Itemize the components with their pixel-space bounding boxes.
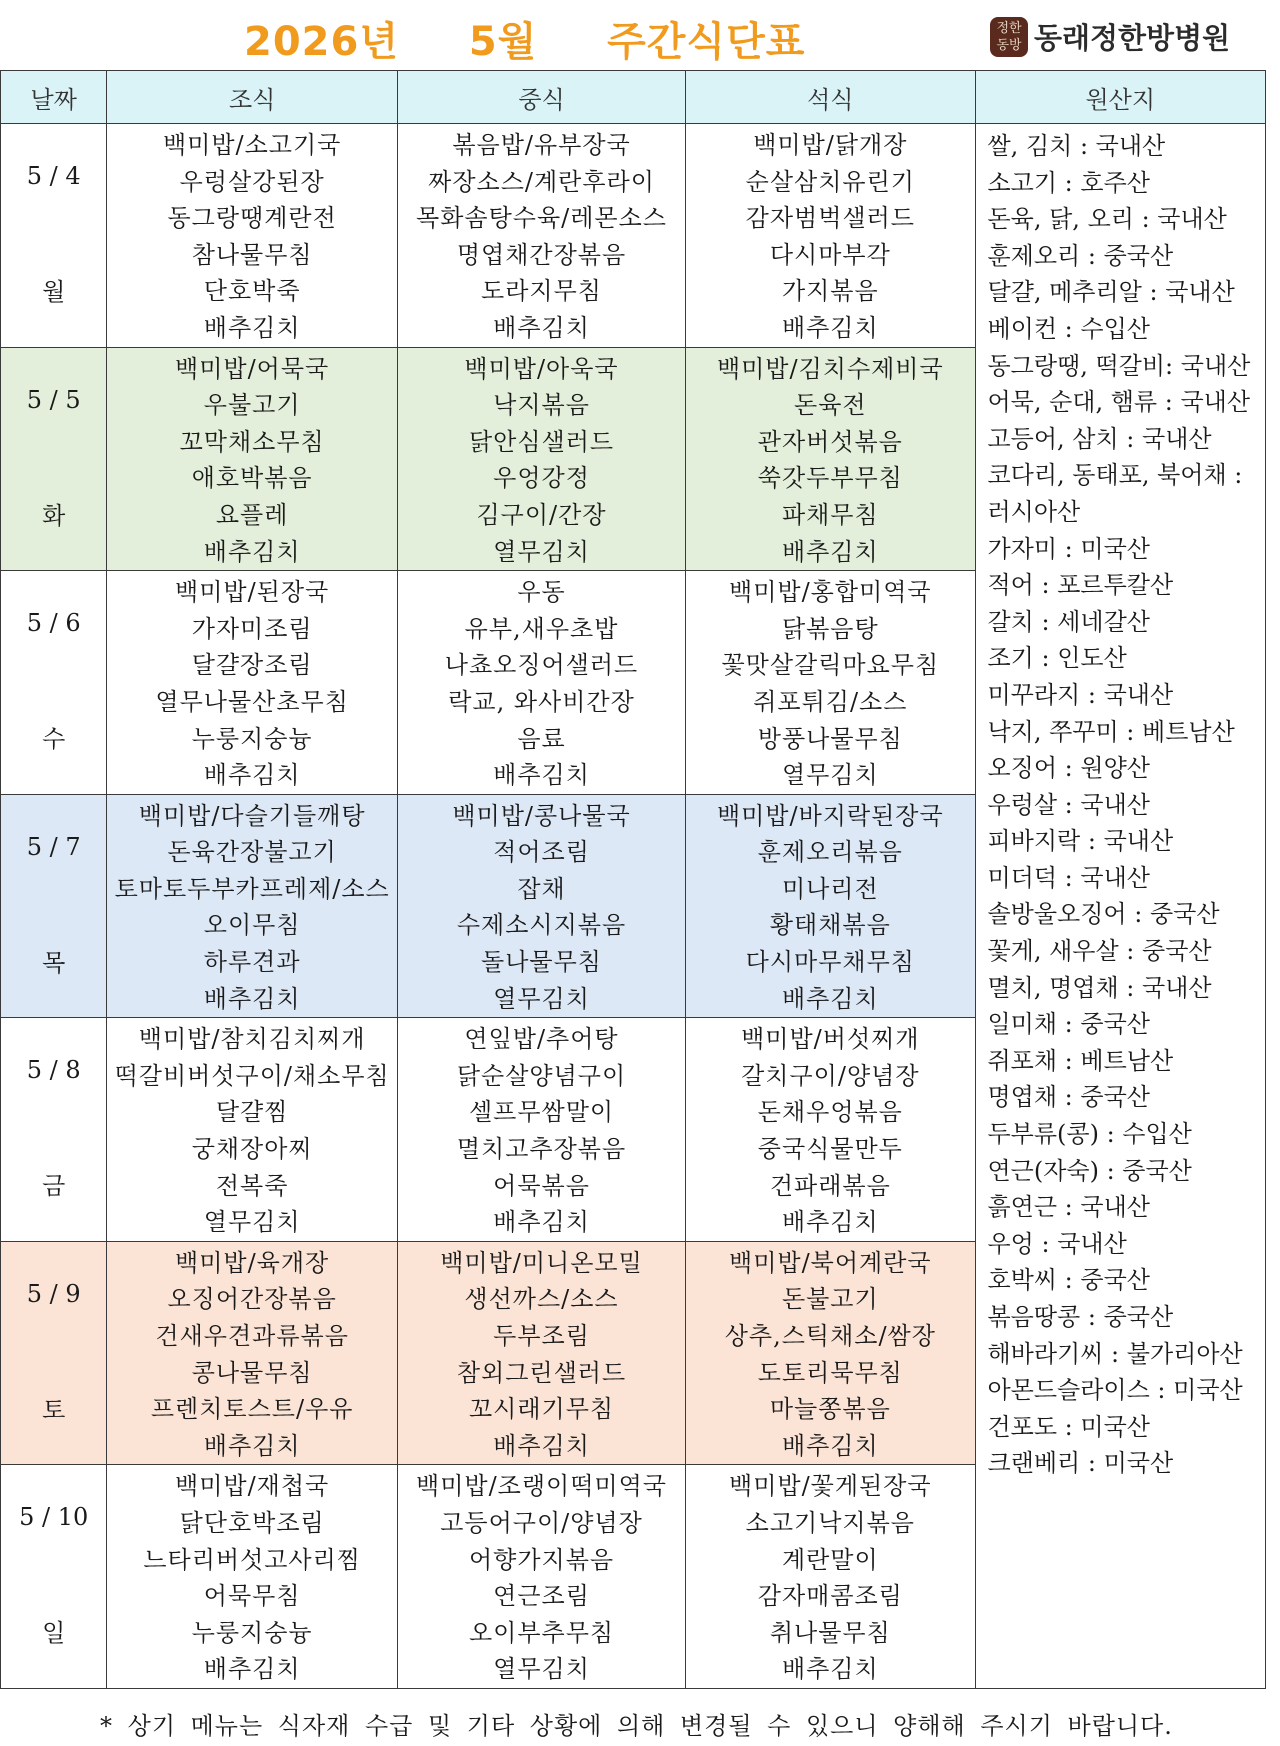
weekday-label: 화 <box>42 501 66 530</box>
origin-item: 갈치 : 세네갈산 <box>987 607 1150 636</box>
menu-item: 순살삼치유린기 <box>745 167 915 196</box>
menu-item: 배추김치 <box>781 1655 879 1684</box>
menu-item: 셀프무쌈말이 <box>468 1098 615 1127</box>
day-cell <box>1 124 107 348</box>
origin-item: 훈제오리 : 중국산 <box>987 241 1174 270</box>
menu-item: 어향가지볶음 <box>468 1545 615 1574</box>
menu-item: 열무김치 <box>493 1655 590 1684</box>
menu-item: 애호박볶음 <box>191 464 313 493</box>
origin-item: 미꾸라지 : 국내산 <box>987 680 1174 709</box>
menu-item: 김구이/간장 <box>476 500 607 529</box>
menu-item: 백미밥/어묵국 <box>175 354 330 383</box>
menu-item: 우렁살강된장 <box>179 167 325 196</box>
day-cell <box>1 794 107 1018</box>
dinner-cell <box>686 794 975 1018</box>
menu-item: 멸치고추장볶음 <box>456 1135 627 1164</box>
dinner-cell <box>686 571 975 795</box>
menu-item: 백미밥/버섯찌개 <box>741 1025 920 1054</box>
menu-item: 열무김치 <box>493 537 590 566</box>
menu-item: 마늘쫑볶음 <box>769 1395 891 1424</box>
origin-item: 가자미 : 미국산 <box>987 534 1150 563</box>
menu-item: 낙지볶음 <box>493 391 590 420</box>
menu-item: 콩나물무침 <box>191 1358 313 1387</box>
menu-item: 백미밥/참치김치찌개 <box>138 1025 366 1054</box>
menu-item: 소고기낙지볶음 <box>745 1508 915 1537</box>
menu-item: 우불고기 <box>203 391 301 420</box>
menu-item: 목화솜탕수육/레몬소스 <box>416 204 667 233</box>
logo-seal-line-2: 동방 <box>996 37 1022 53</box>
menu-item: 백미밥/바지락된장국 <box>716 801 944 830</box>
origin-item: 해바라기씨 : 불가리아산 <box>987 1339 1243 1368</box>
menu-item: 배추김치 <box>781 537 879 566</box>
menu-item: 배추김치 <box>493 313 590 342</box>
menu-item: 오이무침 <box>203 911 301 940</box>
menu-item: 백미밥/조랭이떡미역국 <box>416 1472 667 1501</box>
menu-item: 느타리버섯고사리찜 <box>143 1545 361 1574</box>
menu-item: 쑥갓두부무침 <box>757 464 903 493</box>
page-title: 2026년 5월 주간식단표 <box>244 19 806 65</box>
menu-item: 열무나물산초무침 <box>155 687 349 716</box>
menu-item: 꽃맛살갈릭마요무침 <box>721 651 940 680</box>
origin-item: 소고기 : 호주산 <box>987 168 1150 197</box>
menu-item: 가지볶음 <box>781 277 879 306</box>
origin-item: 솔방울오징어 : 중국산 <box>987 900 1220 929</box>
header-breakfast: 조식 <box>107 71 397 124</box>
menu-item: 음료 <box>517 724 566 753</box>
menu-item: 백미밥/된장국 <box>175 578 330 607</box>
menu-item: 갈치구이/양념장 <box>741 1061 920 1090</box>
day-cell <box>1 1465 107 1689</box>
origin-item: 두부류(콩) : 수입산 <box>987 1120 1192 1149</box>
origin-item: 코다리, 동태포, 북어채 : <box>987 461 1243 490</box>
menu-item: 감자범벅샐러드 <box>745 204 915 233</box>
origin-item: 낙지, 쭈꾸미 : 베트남산 <box>987 717 1235 746</box>
origin-item: 우엉 : 국내산 <box>987 1229 1127 1258</box>
origin-item: 미더덕 : 국내산 <box>987 863 1150 892</box>
menu-item: 열무김치 <box>203 1208 301 1237</box>
menu-item: 어묵무침 <box>203 1582 301 1611</box>
logo-seal-line-1: 정한 <box>996 20 1022 36</box>
date-label: 5 / 7 <box>26 832 81 861</box>
weekday-label: 수 <box>42 725 66 754</box>
menu-item: 오징어간장볶음 <box>167 1285 337 1314</box>
menu-item: 백미밥/김치수제비국 <box>716 354 944 383</box>
dinner-cell <box>686 124 975 348</box>
origin-item: 호박씨 : 중국산 <box>987 1266 1150 1295</box>
menu-item: 중국식물만두 <box>757 1135 903 1164</box>
menu-item: 유부,새우초밥 <box>464 614 619 643</box>
day-cell <box>1 1241 107 1465</box>
menu-item: 나쵸오징어샐러드 <box>444 651 639 680</box>
lunch-cell <box>397 124 685 348</box>
header-date: 날짜 <box>1 71 107 124</box>
menu-item: 연잎밥/추어탕 <box>464 1025 619 1054</box>
weekly-menu-table <box>0 70 1266 1689</box>
menu-item: 참나물무침 <box>191 240 313 269</box>
lunch-cell <box>397 1465 685 1689</box>
menu-item: 배추김치 <box>781 1431 879 1460</box>
hospital-logo-seal <box>990 17 1028 57</box>
origin-item: 아몬드슬라이스 : 미국산 <box>987 1376 1243 1405</box>
origin-item: 일미채 : 중국산 <box>987 1010 1150 1039</box>
menu-item: 단호박죽 <box>203 277 301 306</box>
menu-item: 떡갈비버섯구이/채소무침 <box>114 1061 390 1090</box>
menu-item: 토마토두부카프레제/소스 <box>114 874 390 903</box>
menu-item: 백미밥/닭개장 <box>753 131 908 159</box>
origin-item: 쥐포채 : 베트남산 <box>987 1046 1174 1075</box>
origin-item: 연근(자숙) : 중국산 <box>987 1156 1192 1185</box>
breakfast-cell <box>107 1465 397 1689</box>
menu-item: 궁채장아찌 <box>191 1135 313 1164</box>
origin-item: 베이컨 : 수입산 <box>987 314 1150 343</box>
menu-item: 달걀장조림 <box>191 651 313 680</box>
menu-item: 돈채우엉볶음 <box>757 1098 903 1127</box>
origin-item: 꽃게, 새우살 : 중국산 <box>987 937 1212 966</box>
menu-item: 닭볶음탕 <box>781 614 879 643</box>
menu-item: 배추김치 <box>203 761 301 790</box>
menu-item: 돈불고기 <box>781 1285 879 1314</box>
menu-item: 돈육간장불고기 <box>167 838 337 867</box>
weekday-label: 토 <box>42 1395 66 1424</box>
dinner-cell <box>686 1018 975 1242</box>
hospital-name: 동래정한방병원 <box>1034 21 1231 55</box>
menu-item: 도라지무침 <box>481 277 602 306</box>
footer-note: * 상기 메뉴는 식자재 수급 및 기타 상황에 의해 변경될 수 있으니 양해해 주시기 바랍니다. <box>100 1712 1173 1740</box>
menu-item: 백미밥/재첩국 <box>175 1472 330 1501</box>
header-lunch: 중식 <box>397 71 685 124</box>
breakfast-cell <box>107 1241 397 1465</box>
menu-item: 백미밥/미니온모밀 <box>440 1248 643 1277</box>
menu-item: 짜장소스/계란후라이 <box>428 167 655 196</box>
menu-item: 계란말이 <box>781 1545 879 1574</box>
menu-item: 우엉강정 <box>493 464 590 493</box>
origin-item: 볶음땅콩 : 중국산 <box>987 1303 1174 1331</box>
date-label: 5 / 6 <box>26 609 81 638</box>
origin-cell <box>975 124 1266 1689</box>
menu-item: 배추김치 <box>781 313 879 342</box>
day-cell <box>1 571 107 795</box>
menu-item: 도토리묵무침 <box>757 1358 903 1387</box>
origin-item: 조기 : 인도산 <box>987 644 1127 673</box>
menu-item: 미나리전 <box>781 874 879 903</box>
menu-item: 달걀찜 <box>215 1098 289 1127</box>
origin-item: 피바지락 : 국내산 <box>987 827 1174 856</box>
menu-item: 백미밥/소고기국 <box>162 131 342 159</box>
date-label: 5 / 5 <box>26 385 81 414</box>
origin-item: 흙연근 : 국내산 <box>987 1193 1150 1222</box>
header-origin: 원산지 <box>975 71 1266 124</box>
table-header-row <box>1 71 1266 124</box>
menu-item: 꼬시래기무침 <box>468 1395 615 1424</box>
menu-item: 프렌치토스트/우유 <box>150 1395 354 1424</box>
menu-item: 잡채 <box>517 874 566 903</box>
origin-item: 쌀, 김치 : 국내산 <box>987 132 1166 160</box>
table-row <box>1 124 1266 348</box>
menu-item: 배추김치 <box>493 1208 590 1237</box>
origin-item: 크랜베리 : 미국산 <box>987 1449 1174 1478</box>
menu-item: 배추김치 <box>493 761 590 790</box>
weekday-label: 월 <box>42 278 66 306</box>
breakfast-cell <box>107 1018 397 1242</box>
menu-item: 누룽지숭늉 <box>191 1618 313 1647</box>
menu-item: 수제소시지볶음 <box>456 911 627 940</box>
weekday-label: 목 <box>42 948 66 977</box>
menu-item: 방풍나물무침 <box>757 724 903 753</box>
menu-item: 볶음밥/유부장국 <box>452 131 631 159</box>
weekday-label: 일 <box>42 1619 66 1648</box>
menu-item: 배추김치 <box>493 1431 590 1460</box>
date-label: 5 / 8 <box>26 1056 81 1085</box>
menu-item: 백미밥/홍합미역국 <box>729 578 932 607</box>
header-dinner: 석식 <box>686 71 975 124</box>
menu-item: 훈제오리볶음 <box>757 838 903 867</box>
date-label: 5 / 4 <box>26 162 81 190</box>
dinner-cell <box>686 1241 975 1465</box>
menu-item: 열무김치 <box>493 984 590 1013</box>
menu-item: 두부조림 <box>493 1322 590 1350</box>
menu-item: 돌나물무침 <box>481 948 602 977</box>
day-cell <box>1 1018 107 1242</box>
menu-item: 건새우견과류볶음 <box>155 1322 349 1350</box>
menu-item: 다시마부각 <box>769 240 891 269</box>
menu-item: 고등어구이/양념장 <box>440 1508 643 1537</box>
date-label: 5 / 10 <box>19 1503 89 1532</box>
breakfast-cell <box>107 124 397 348</box>
menu-item: 연근조림 <box>493 1582 590 1611</box>
menu-item: 누룽지숭늉 <box>191 724 313 753</box>
origin-item: 러시아산 <box>987 497 1081 526</box>
origin-item: 동그랑땡, 떡갈비: 국내산 <box>987 351 1251 380</box>
lunch-cell <box>397 1241 685 1465</box>
menu-item: 상추,스틱채소/쌈장 <box>724 1322 936 1350</box>
menu-item: 닭단호박조림 <box>179 1508 325 1537</box>
menu-item: 적어조림 <box>493 838 590 867</box>
menu-item: 오이부추무침 <box>468 1618 615 1647</box>
origin-item: 명엽채 : 중국산 <box>987 1083 1150 1112</box>
date-label: 5 / 9 <box>26 1279 81 1308</box>
lunch-cell <box>397 1018 685 1242</box>
lunch-cell <box>397 794 685 1018</box>
origin-item: 고등어, 삼치 : 국내산 <box>987 424 1212 453</box>
menu-item: 동그랑땡계란전 <box>167 204 337 233</box>
menu-item: 건파래볶음 <box>769 1171 891 1200</box>
dinner-cell <box>686 347 975 571</box>
menu-item: 황태채볶음 <box>769 911 891 940</box>
origin-item: 어묵, 순대, 햄류 : 국내산 <box>987 388 1251 417</box>
menu-item: 쥐포튀김/소스 <box>753 687 908 716</box>
menu-item: 요플레 <box>215 500 289 529</box>
menu-item: 백미밥/아욱국 <box>464 354 619 383</box>
menu-item: 파채무침 <box>781 500 879 529</box>
menu-item: 배추김치 <box>203 984 301 1013</box>
breakfast-cell <box>107 794 397 1018</box>
menu-item: 하루견과 <box>203 948 301 977</box>
origin-item: 적어 : 포르투칼산 <box>987 571 1174 600</box>
dinner-cell <box>686 1465 975 1689</box>
hospital-brand <box>990 16 1230 57</box>
origin-item: 달걀, 메추리알 : 국내산 <box>987 278 1235 307</box>
origin-item: 건포도 : 미국산 <box>987 1412 1150 1441</box>
menu-item: 감자매콤조림 <box>757 1582 903 1611</box>
menu-item: 배추김치 <box>203 537 301 566</box>
menu-item: 어묵볶음 <box>493 1171 590 1200</box>
breakfast-cell <box>107 571 397 795</box>
menu-item: 백미밥/콩나물국 <box>452 801 631 830</box>
weekday-label: 금 <box>42 1172 66 1201</box>
origin-item: 오징어 : 원양산 <box>987 754 1150 783</box>
lunch-cell <box>397 571 685 795</box>
day-cell <box>1 347 107 571</box>
menu-item: 가자미조림 <box>191 614 313 643</box>
menu-item: 배추김치 <box>781 984 879 1013</box>
menu-item: 취나물무침 <box>769 1618 891 1647</box>
menu-item: 백미밥/꽃게된장국 <box>729 1472 932 1501</box>
menu-item: 명엽채간장볶음 <box>456 240 627 269</box>
menu-item: 배추김치 <box>203 1655 301 1684</box>
menu-item: 꼬막채소무침 <box>179 427 325 456</box>
menu-item: 관자버섯볶음 <box>757 427 903 456</box>
menu-item: 전복죽 <box>215 1171 289 1200</box>
origin-item: 우렁살 : 국내산 <box>987 790 1150 819</box>
menu-item: 백미밥/북어계란국 <box>729 1248 932 1277</box>
menu-item: 열무김치 <box>781 761 879 790</box>
menu-item: 돈육전 <box>794 391 867 420</box>
menu-item: 닭안심샐러드 <box>468 427 615 456</box>
menu-item: 생선까스/소스 <box>464 1285 619 1314</box>
menu-item: 참외그린샐러드 <box>456 1358 627 1387</box>
menu-item: 닭순살양념구이 <box>456 1061 627 1090</box>
menu-item: 배추김치 <box>203 1431 301 1460</box>
menu-item: 우동 <box>517 578 566 607</box>
lunch-cell <box>397 347 685 571</box>
menu-item: 배추김치 <box>203 313 301 342</box>
origin-item: 돈육, 닭, 오리 : 국내산 <box>987 205 1227 234</box>
menu-item: 백미밥/육개장 <box>175 1248 330 1277</box>
breakfast-cell <box>107 347 397 571</box>
menu-item: 백미밥/다슬기들깨탕 <box>138 801 366 830</box>
menu-item: 락교, 와사비간장 <box>448 687 635 716</box>
origin-item: 멸치, 명엽채 : 국내산 <box>987 973 1212 1002</box>
menu-item: 배추김치 <box>781 1208 879 1237</box>
menu-item: 다시마무채무침 <box>745 948 915 977</box>
